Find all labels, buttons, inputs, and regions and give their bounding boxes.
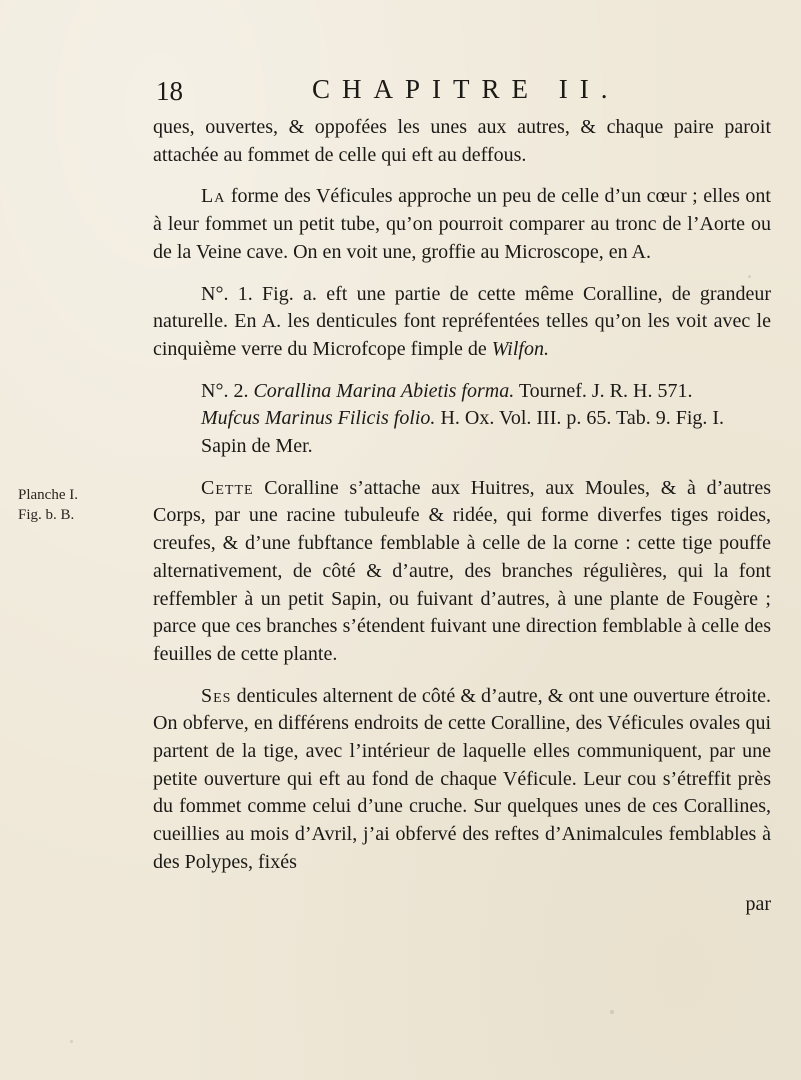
paragraph-4-lead: Cette <box>201 476 254 499</box>
entry-alt-reference: H. Ox. Vol. III. p. 65. Tab. 9. Fig. I. <box>435 407 725 430</box>
paragraph-3-name: Wilfon. <box>491 337 549 360</box>
catchword: par <box>745 892 771 915</box>
paragraph-5 <box>153 683 771 877</box>
paper-speck <box>748 275 751 278</box>
page-number: 18 <box>156 76 183 106</box>
paper-speck <box>70 1040 73 1043</box>
paragraph-3-text: N°. 1. Fig. a. eft une partie de cette même Coralline, de grandeur naturelle. En A. les denticules font repréfentées telles qu’on les voit avec le cinquième verre du Microfcope fimple de <box>153 282 771 360</box>
margin-note-figure: Fig. b. B. <box>18 507 75 523</box>
paragraph-1: ques, ouvertes, & oppofées les unes aux autres, & chaque paire paroit attachée au fommet de celle qui eft au deffous. <box>153 116 771 166</box>
paper-speck <box>430 392 434 396</box>
running-header <box>0 70 801 110</box>
spacer <box>153 461 771 475</box>
species-entry <box>153 378 771 406</box>
entry-number: N°. 2. <box>201 379 254 402</box>
body-text <box>153 114 771 918</box>
margin-note-plate: Planche I. <box>18 487 78 503</box>
paragraph-5-text: denticules alternent de côté & d’autre, & ont une ouverture étroite. On obferve, en différens endroits de cette Coralline, des Véficules ovales qui partent de la tige, avec l’intérieur de laquelle elles communiquent, par une petite ouverture qui eft au fond de chaque Véficule. Leur cou s’étreffit près du fommet comme celui d’une cruche. Sur quelques unes de ces Corallines, cueillies au mois d’Avril, j’ai obfervé des reftes d’Animalcules femblables à des Polypes, fixés <box>153 684 771 873</box>
entry-alt-title: Mufcus Marinus Filicis folio. <box>201 407 436 430</box>
paragraph-2-lead: La <box>201 185 226 208</box>
paragraph-4-text: Coralline s’attache aux Huitres, aux Moules, & à d’autres Corps, par une racine tubuleufe & ridée, qui forme diverfes tiges roides, creufes, & d’une fubftance femblable à celle de la corne : cette tige pouffe alternativement, de côté & d’autre, des branches régulières, qui la font reffembler à un petit Sapin, ou fuivant d’autres, à une plante de Fougère ; parce que ces branches s’étendent fuivant une direction femblable à celle des feuilles de cette plante. <box>153 476 771 665</box>
paragraph-5-lead: Ses <box>201 684 232 707</box>
paragraph-4 <box>153 475 771 669</box>
paragraph-2-text: forme des Véficules approche un peu de celle d’un cœur ; elles ont à leur fommet un petit tube, qu’on pourroit comparer au tronc de l’Aorte ou de la Veine cave. On en voit une, groffie au Microscope, en A. <box>153 185 771 263</box>
chapter-title: CHAPITRE II. <box>312 74 620 104</box>
species-common-name: Sapin de Mer. <box>201 435 313 458</box>
entry-reference: Tournef. J. R. H. 571. <box>514 379 693 402</box>
paragraph-3 <box>153 281 771 364</box>
entry-title: Corallina Marina Abietis forma. <box>253 379 515 402</box>
margin-note <box>18 485 108 525</box>
paper-speck <box>610 1010 614 1014</box>
paragraph-2 <box>153 183 771 266</box>
species-alt-entry <box>153 405 771 433</box>
